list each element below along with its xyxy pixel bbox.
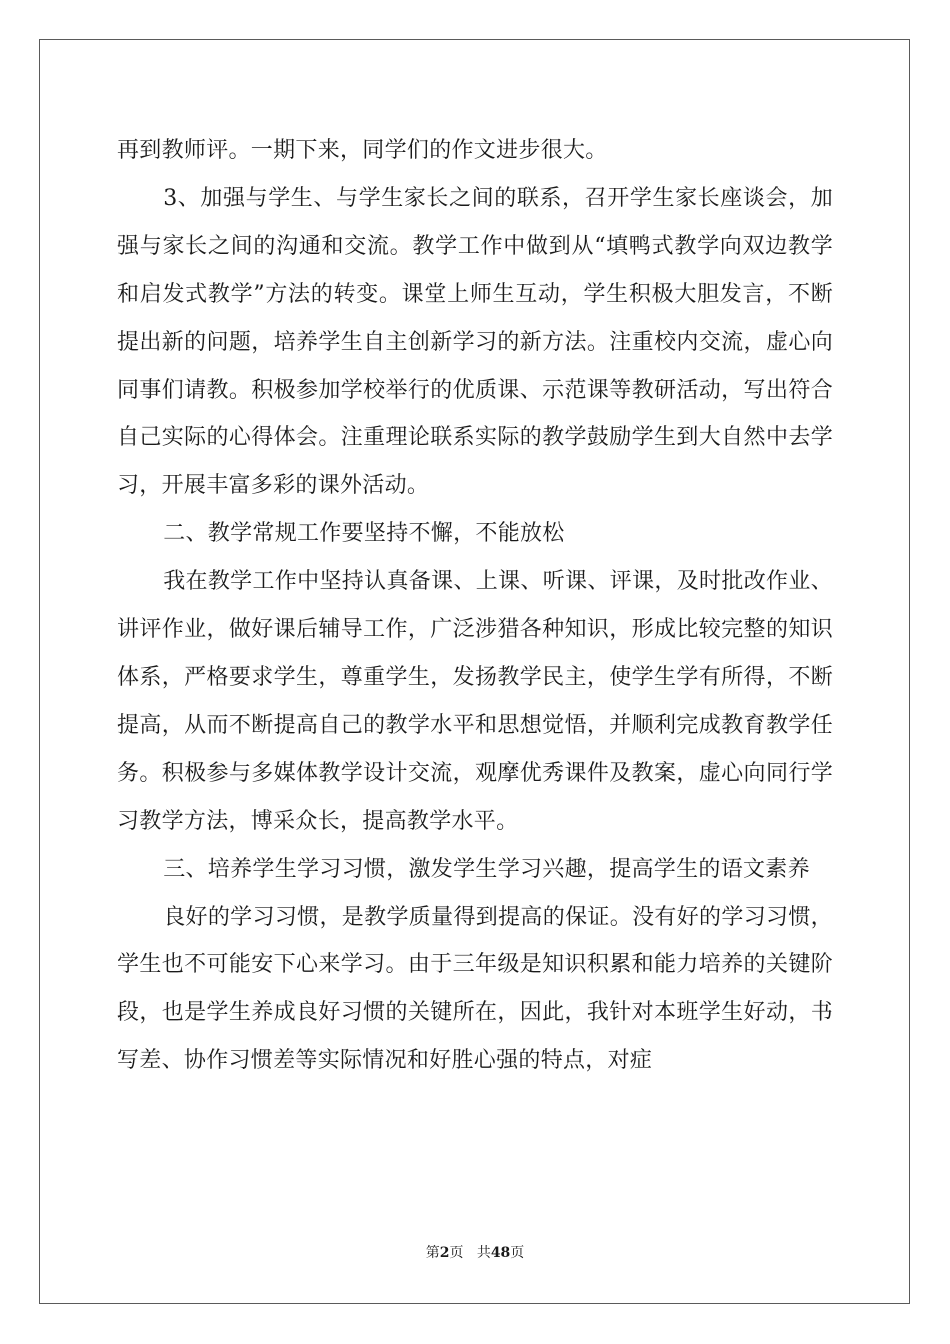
paragraph-1: 再到教师评。一期下来，同学们的作文进步很大。 (117, 138, 608, 163)
paragraph-2: 3、加强与学生、与学生家长之间的联系，召开学生家长座谈会，加强与家长之间的沟通和交流。教学工作中做到从“填鸭式教学向双边教学和启发式教学”方法的转变。课堂上师生互动，学生积极大胆发言，不断提出新的问题，培养学生自主创新学习的新方法。注重校内交流，虚心向同事们请教。积极参加学校举行的优质课、示范课等教研活动，写出符合自己实际的心得体会。注重理论联系实际的教学鼓励学生到大自然中去学习，开展丰富多彩的课外活动。 (117, 185, 833, 499)
page-number: 2 (439, 1245, 450, 1261)
page-footer (0, 1242, 950, 1262)
total-prefix: 共 (476, 1245, 491, 1261)
total-suffix: 页 (510, 1245, 525, 1261)
total-pages: 48 (490, 1245, 511, 1261)
page-prefix: 第 (425, 1245, 440, 1261)
page-suffix: 页 (449, 1245, 464, 1261)
paragraph-3: 我在教学工作中坚持认真备课、上课、听课、评课，及时批改作业、讲评作业，做好课后辅导工作，广泛涉猎各种知识，形成比较完整的知识体系，严格要求学生，尊重学生，发扬教学民主，使学生学有所得，不断提高，从而不断提高自己的教学水平和思想觉悟，并顺利完成教育教学任务。积极参与多媒体教学设计交流，观摩优秀课件及教案，虚心向同行学习教学方法，博采众长，提高教学水平。 (117, 569, 833, 834)
section-heading-3: 三、培养学生学习习惯，激发学生学习兴趣，提高学生的语文素养 (163, 856, 810, 882)
document-body (117, 127, 833, 1085)
section-heading-2: 二、教学常规工作要坚持不懈，不能放松 (163, 521, 565, 547)
paragraph-4: 良好的学习习惯，是教学质量得到提高的保证。没有好的学习习惯，学生也不可能安下心来学习。由于三年级是知识积累和能力培养的关键阶段，也是学生养成良好习惯的关键所在，因此，我针对本班学生好动，书写差、协作习惯差等实际情况和好胜心强的特点，对症 (117, 904, 833, 1074)
